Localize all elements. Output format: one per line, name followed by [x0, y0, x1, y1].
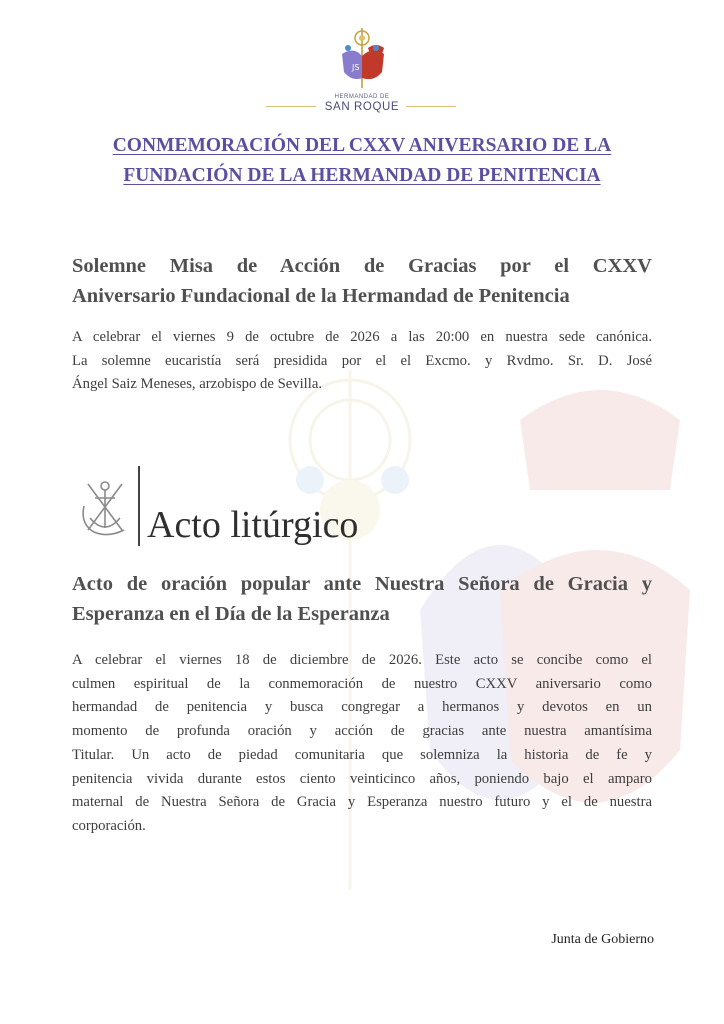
hermandad-crest-logo-icon: [334, 26, 390, 90]
section2-body-line: culmen espiritual de la conmemoración de nuestro CXXV aniversario como: [72, 675, 652, 692]
section1-body-line-2: La solemne eucaristía será presidida por el el Excmo. y Rvdmo. Sr. D. José: [72, 352, 652, 369]
section2-body-line: penitencia vivida durante estos ciento veinticinco años, poniendo bajo el amparo: [72, 770, 652, 787]
section2-label: Acto litúrgico: [147, 504, 359, 546]
section2-body-line: corporación.: [72, 817, 146, 834]
section1-heading: [72, 251, 652, 311]
anchor-icon: [78, 472, 130, 542]
section2-body-line: A celebrar el viernes 18 de diciembre de 2026. Este acto se concibe como el: [72, 652, 652, 668]
section1-body-line-3: Ángel Saiz Meneses, arzobispo de Sevilla.: [72, 376, 323, 393]
logo-caption-small: HERMANDAD DE: [334, 94, 390, 100]
section2-body-line: maternal de Nuestra Señora de Gracia y Esperanza nuestro futuro y el de nuestra: [72, 794, 652, 811]
section1-body: [72, 326, 652, 397]
signature: Junta de Gobierno: [551, 932, 654, 947]
section1-heading-line-2: Aniversario Fundacional de la Hermandad de Penitencia: [72, 285, 570, 307]
page-title-line-1: CONMEMORACIÓN DEL CXXV ANIVERSARIO DE LA: [112, 135, 612, 156]
crest-watermark-icon: [270, 330, 724, 930]
section2-heading-line-2: Esperanza en el Día de la Esperanza: [72, 603, 390, 625]
section1-heading-line-1: Solemne Misa de Acción de Gracias por el CXXV: [72, 255, 652, 277]
section2-heading-line-1: Acto de oración popular ante Nuestra Señora de Gracia y: [72, 573, 652, 595]
label-divider: [138, 466, 140, 546]
section2-body-line: hermandad de penitencia y busca congregar a hermanos y devotos en un: [72, 699, 652, 716]
section2-body-line: momento de profunda oración y acción de gracias ante nuestra amantísima: [72, 723, 652, 740]
svg-text:JS: JS: [352, 63, 360, 72]
section1-body-line-1: A celebrar el viernes 9 de octubre de 2026 a las 20:00 en nuestra sede canónica.: [72, 329, 652, 345]
section2-body: [72, 649, 652, 839]
header-rule-right: [406, 106, 456, 107]
section2-body-line: Titular. Un acto de piedad comunitaria que solemniza la historia de fe y: [72, 746, 652, 763]
logo-caption: SAN ROQUE: [324, 101, 400, 113]
page-title-line-2: FUNDACIÓN DE LA HERMANDAD DE PENITENCIA: [123, 165, 601, 186]
page-title: [60, 131, 664, 191]
section2-heading: [72, 569, 652, 629]
